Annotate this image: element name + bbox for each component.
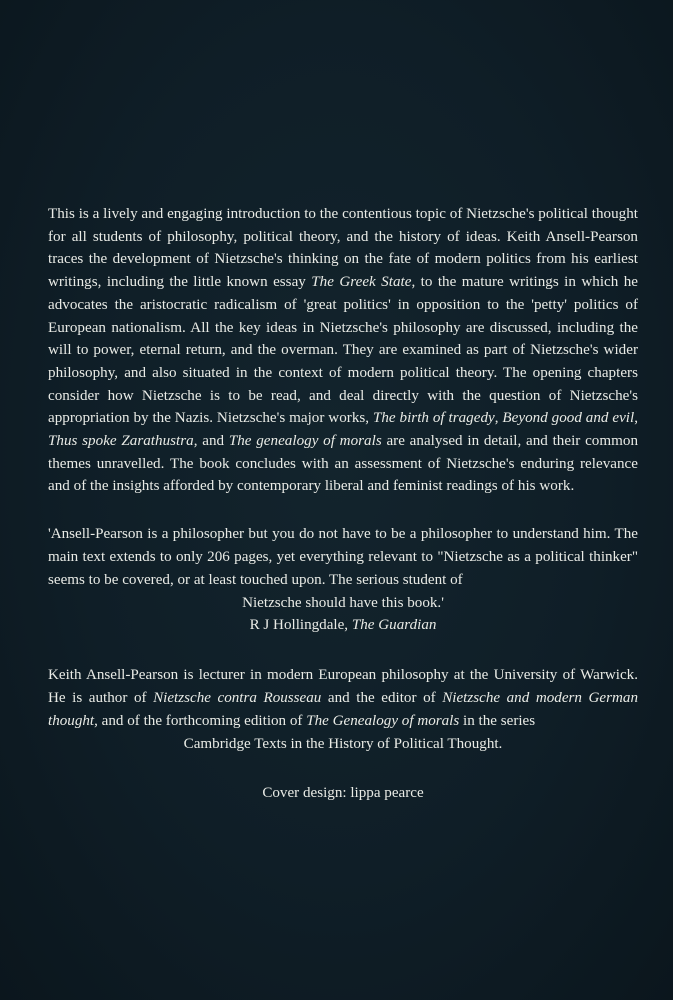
quote-source: The Guardian	[351, 617, 437, 634]
blurb-text-2: , to the mature writings in which he advocates the aristocratic radicalism of 'great politics' in opposition to the 'petty' politics of European nationalism. All the key ideas in Nietzsche's philosophy are discussed, including the will to power, eternal return, and the overman. They are examined as part of Nietzsche's wider philosophy, and also situated in the context of modern political theory. The opening chapters consider how Nietzsche is to be read, and deal directly with the question of Nietzsche's appropriation by the Nazis. Nietzsche's major works,	[48, 274, 639, 427]
title-greek-state: The Greek State	[311, 274, 412, 291]
bio-book-1: Nietzsche contra Rousseau	[153, 689, 322, 706]
quote-attribution	[48, 614, 638, 637]
blurb-paragraph	[48, 203, 638, 498]
quote-author: R J Hollingdale,	[249, 617, 352, 634]
blurb-text-3: are analysed in detail, and their common themes unravelled. The book concludes with an assessment of Nietzsche's enduring relevance and of the insights afforded by contemporary liberal and feminist readings of his work.	[48, 433, 639, 495]
bio-text-4: in the series	[459, 712, 536, 729]
blurb-separator-3: , and	[193, 433, 229, 450]
bio-book-2: Nietzsche and modern German thought	[48, 689, 638, 729]
bio-text-2: and the editor of	[321, 689, 443, 706]
blurb-separator-1: ,	[494, 410, 503, 427]
quote-last-line: Nietzsche should have this book.'	[242, 594, 444, 611]
review-quote	[48, 523, 638, 614]
cover-design-credit: Cover design: lippa pearce	[262, 785, 424, 802]
title-birth-of-tragedy: The birth of tragedy	[372, 410, 495, 427]
title-thus-spoke-zarathustra: Thus spoke Zarathustra	[48, 433, 194, 450]
quote-text: 'Ansell-Pearson is a philosopher but you do not have to be a philosopher to understand him. The main text extends to only 206 pages, yet everything relevant to "Nietzsche as a political thinker" seems to be covered, or at least touched upon. The serious student of	[48, 526, 638, 588]
blurb-text-1: This is a lively and engaging introduction to the contentious topic of Nietzsche's political thought for all students of philosophy, political theory, and the history of ideas. Keith Ansell-Pearson traces the development of Nietzsche's thinking on the fate of modern politics from his earliest writings, including the little known essay	[48, 206, 638, 291]
author-bio	[48, 664, 638, 755]
cover-text	[48, 200, 638, 805]
title-beyond-good-and-evil: Beyond good and evil	[502, 410, 635, 427]
bio-text-3: , and of the forthcoming edition of	[94, 712, 307, 729]
bio-text-1: Keith Ansell-Pearson is lecturer in modern European philosophy at the University of Warwick. He is author of	[48, 667, 638, 706]
bio-last-line: Cambridge Texts in the History of Political Thought.	[183, 735, 503, 752]
blurb-separator-2: ,	[634, 410, 639, 427]
bio-book-3: The Genealogy of morals	[306, 712, 460, 729]
title-genealogy-of-morals: The genealogy of morals	[228, 433, 382, 450]
